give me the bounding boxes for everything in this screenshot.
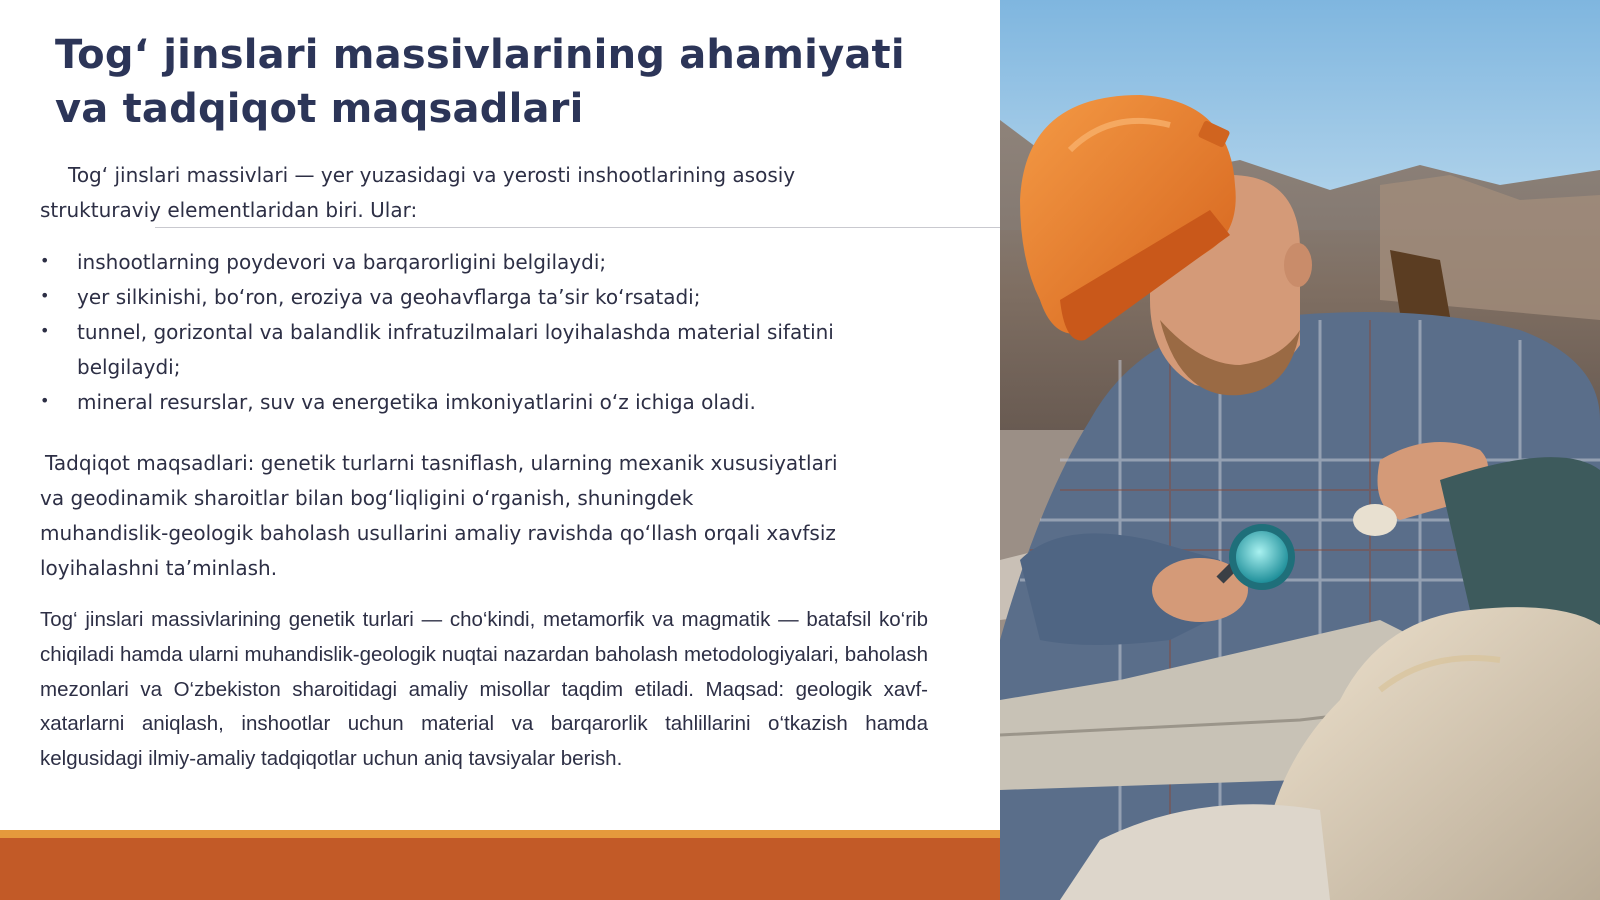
research-line: loyihalashni ta’minlash. xyxy=(40,556,278,580)
bullet-icon: • xyxy=(40,391,50,410)
divider-line xyxy=(155,227,1000,228)
bullet-item xyxy=(40,245,900,280)
geologist-photo xyxy=(1000,0,1600,900)
bullet-text: tunnel, gorizontal va balandlik infratuzilmalari loyihalashda material sifatini belgilaydi; xyxy=(77,320,834,379)
title-line-1: Tog‘ jinslari massivlarining ahamiyati xyxy=(55,32,905,78)
intro-line-2: strukturaviy elementlaridan biri. Ular: xyxy=(40,198,418,222)
research-line: va geodinamik sharoitlar bilan bog‘liqligini o‘rganish, shuningdek xyxy=(40,486,694,510)
bullet-icon: • xyxy=(40,251,50,270)
intro-line-1: Tog‘ jinslari massivlari — yer yuzasidagi va yerosti inshootlarining asosiy xyxy=(68,163,796,187)
research-goals-paragraph xyxy=(40,446,860,586)
title-line-2: va tadqiqot maqsadlari xyxy=(55,86,584,132)
bullet-text: yer silkinishi, bo‘ron, eroziya va geohavflarga ta’sir ko‘rsatadi; xyxy=(77,285,701,309)
genetic-types-paragraph: Tog‘ jinslari massivlarining genetik turlari — cho‘kindi, metamorfik va magmatik — batafsil ko‘rib chiqiladi hamda ularni muhandislik-geologik nuqtai nazardan baholash metodologiyalari, baholash mezonlari va O‘zbekiston sharoitidagi amaliy misollar taqdim etiladi. Maqsad: geologik xavf-xatarlarni aniqlash, inshootlar uchun material va barqarorlik tahlillarini o‘tkazish hamda kelgusidagi ilmiy-amaliy tadqiqotlar uchun aniq tavsiyalar berish. xyxy=(40,608,928,771)
bullet-item xyxy=(40,385,900,420)
research-line: muhandislik-geologik baholash usullarini amaliy ravishda qo‘llash orqali xavfsiz xyxy=(40,521,836,545)
bullet-icon: • xyxy=(40,286,50,305)
significance-bullet-list xyxy=(40,245,900,420)
bullet-text: inshootlarning poydevori va barqarorligini belgilaydi; xyxy=(77,250,607,274)
bullet-icon: • xyxy=(40,321,50,340)
bullet-item xyxy=(40,280,900,315)
bullet-text: mineral resurslar, suv va energetika imkoniyatlarini o‘z ichiga oladi. xyxy=(77,390,756,414)
bullet-item xyxy=(40,315,887,385)
intro-paragraph xyxy=(40,158,940,228)
footer-bar xyxy=(0,830,1000,900)
slide-title xyxy=(55,28,955,136)
research-line: Tadqiqot maqsadlari: genetik turlarni tasniflash, ularning mexanik xususiyatlari xyxy=(45,451,838,475)
